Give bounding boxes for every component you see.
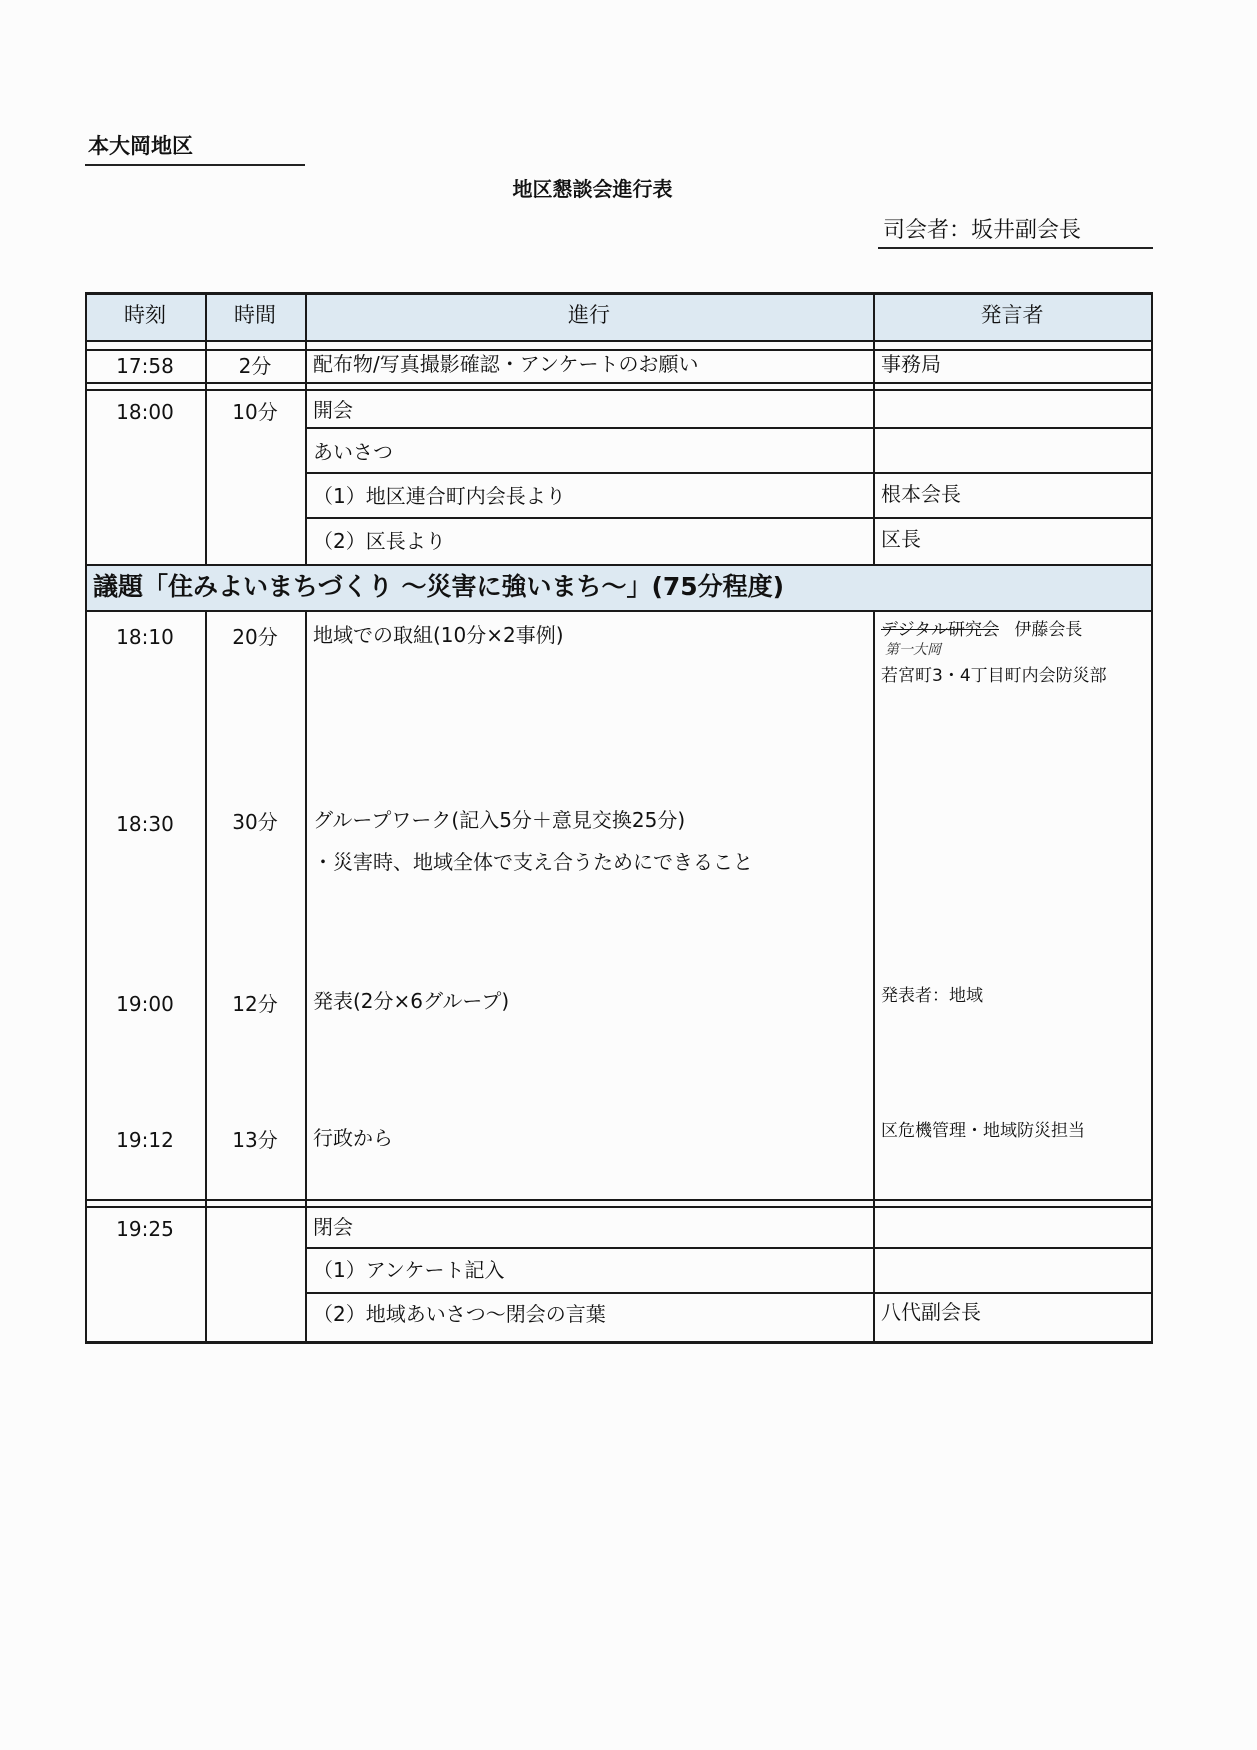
speaker-cell: 根本会長: [881, 482, 961, 506]
agenda-title: 議題「住みよいまちづくり ～災害に強いまち～」(75分程度): [93, 572, 785, 601]
column-divider: [305, 292, 307, 564]
header-duration: 時間: [234, 303, 276, 327]
duration-cell: 20分: [232, 625, 278, 649]
row-divider: [85, 1199, 1153, 1201]
row-divider: [305, 1247, 1153, 1249]
duration-cell: 13分: [232, 1128, 278, 1152]
time-cell: 19:00: [116, 992, 174, 1016]
row-divider: [305, 1292, 1153, 1294]
progress-cell: 開会: [313, 398, 353, 422]
time-cell: 19:12: [116, 1128, 174, 1152]
speaker-cell: [881, 620, 1082, 640]
mc-underline: [878, 247, 1153, 249]
speaker-cell: 八代副会長: [881, 1300, 981, 1324]
speaker-cell: 事務局: [881, 352, 941, 376]
handwritten-correction: 第一大岡: [885, 642, 941, 658]
column-divider: [305, 610, 307, 1344]
speaker-cell: 若宮町3・4丁目町内会防災部: [881, 666, 1107, 686]
time-cell: 18:10: [116, 625, 174, 649]
row-divider: [85, 564, 1153, 566]
schedule-table: [85, 292, 1153, 1344]
row-divider: [85, 1206, 1153, 1208]
progress-cell: 行政から: [313, 1126, 393, 1150]
row-divider: [305, 517, 1153, 519]
row-divider: [85, 389, 1153, 391]
progress-cell: グループワーク(記入5分＋意見交換25分): [313, 808, 686, 832]
row-divider: [85, 340, 1153, 342]
progress-cell: 配布物/写真撮影確認・アンケートのお願い: [313, 352, 699, 376]
mc-label: 司会者：坂井副会長: [883, 218, 1082, 243]
progress-cell: あいさつ: [313, 440, 393, 464]
table-border-top: [85, 292, 1153, 295]
time-cell: 19:25: [116, 1217, 174, 1241]
progress-cell: 地域での取組(10分×2事例): [313, 623, 564, 647]
column-divider: [205, 610, 207, 1344]
row-divider: [305, 427, 1153, 429]
progress-cell: （2）地域あいさつ～閉会の言葉: [313, 1302, 606, 1326]
progress-subitem: ・災害時、地域全体で支え合うためにできること: [313, 850, 753, 874]
row-divider: [85, 610, 1153, 612]
header-time: 時刻: [124, 303, 166, 327]
duration-cell: 10分: [232, 400, 278, 424]
column-divider: [873, 292, 875, 564]
table-border-right: [1151, 292, 1153, 1344]
header-speaker: 発言者: [980, 303, 1044, 327]
progress-cell: （1）地区連合町内会長より: [313, 484, 566, 508]
document-title: 地区懇談会進行表: [512, 177, 673, 201]
column-divider: [873, 610, 875, 1344]
row-divider: [85, 349, 1153, 351]
duration-cell: 12分: [232, 992, 278, 1016]
speaker-cell: 区長: [881, 527, 921, 551]
header-progress: 進行: [568, 303, 610, 327]
progress-cell: 閉会: [313, 1215, 353, 1239]
speaker-name: 伊藤会長: [1014, 620, 1083, 640]
struck-speaker-text: デジタル研究会: [881, 620, 999, 640]
time-cell: 17:58: [116, 354, 174, 378]
progress-cell: （2）区長より: [313, 529, 446, 553]
time-cell: 18:00: [116, 400, 174, 424]
duration-cell: 30分: [232, 810, 278, 834]
speaker-cell: 発表者：地域: [881, 986, 983, 1006]
district-underline: [85, 164, 305, 166]
speaker-cell: 区危機管理・地域防災担当: [881, 1121, 1085, 1141]
row-divider: [305, 472, 1153, 474]
row-divider: [85, 382, 1153, 384]
table-border-bottom: [85, 1341, 1153, 1344]
time-cell: 18:30: [116, 812, 174, 836]
district-name: 本大岡地区: [88, 134, 193, 158]
progress-cell: 発表(2分×6グループ): [313, 989, 510, 1013]
duration-cell: 2分: [238, 354, 272, 378]
progress-cell: （1）アンケート記入: [313, 1258, 505, 1282]
column-divider: [205, 292, 207, 564]
